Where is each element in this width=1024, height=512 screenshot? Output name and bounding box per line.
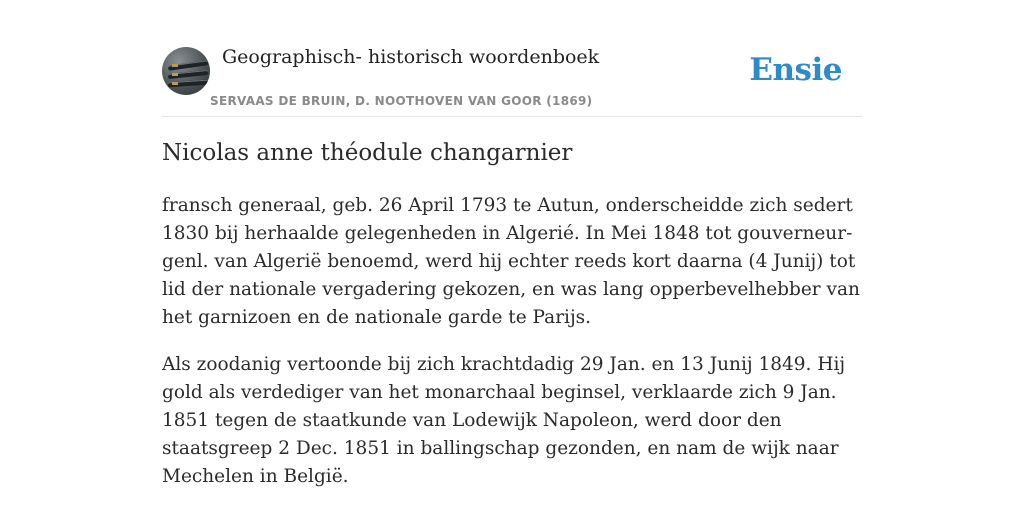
book-band xyxy=(172,73,178,76)
entry-title: Nicolas anne théodule changarnier xyxy=(162,140,573,166)
book-header xyxy=(162,40,862,117)
entry-body xyxy=(162,192,862,510)
entry-paragraph: Als zoodanig vertoonde bij zich krachtdadig 29 Jan. en 13 Junij 1849. Hij gold als verdediger van het monarchaal beginsel, verklaarde zich 9 Jan. 1851 tegen de staatkunde van Lodewijk Napoleon, werd door den staatsgreep 2 Dec. 1851 in ballingschap gezonden, en nam de wijk naar Mechelen in België. xyxy=(162,354,846,487)
entry-paragraph: fransch generaal, geb. 26 April 1793 te Autun, onderscheidde zich sedert 1830 bij herhaalde gelegenheden in Algerié. In Mei 1848 tot gouverneur-genl. van Algerië benoemd, werd hij echter reeds kort daarna (4 Junij) tot lid der nationale vergadering gekozen, en was lang opperbevelhebber van het garnizoen en de nationale garde te Parijs. xyxy=(162,195,860,328)
book-authors: SERVAAS DE BRUIN, D. NOOTHOVEN VAN GOOR (1869) xyxy=(210,94,593,108)
book-stack-icon[interactable] xyxy=(162,47,210,95)
book-band xyxy=(172,82,178,85)
book-title-link[interactable]: Geographisch- historisch woordenboek xyxy=(222,46,600,68)
book-band xyxy=(172,64,178,67)
ensie-logo[interactable]: Ensie xyxy=(749,52,842,88)
